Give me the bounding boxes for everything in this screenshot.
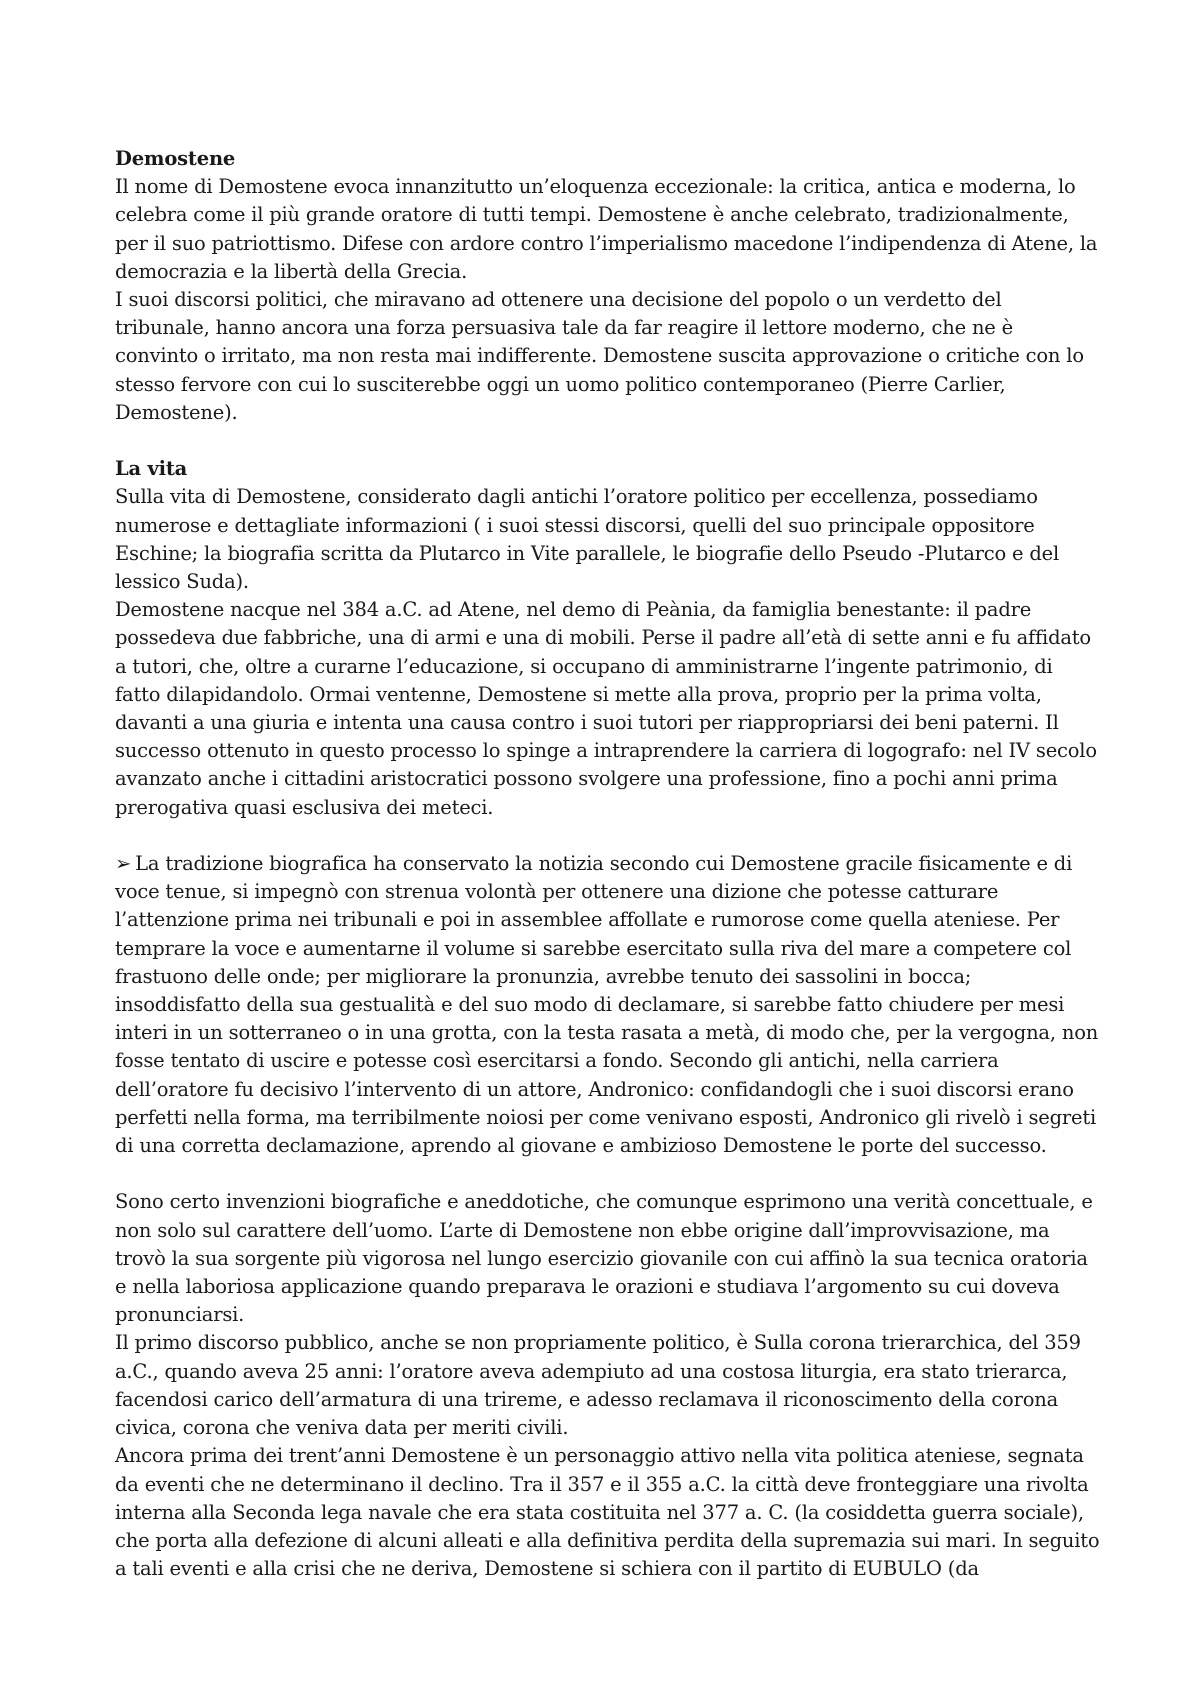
arrow-bullet-icon: ➢ [115, 852, 132, 876]
paragraph-closing-1: Sono certo invenzioni biografiche e aneddotiche, che comunque esprimono una verità concettuale, e non solo sul carattere dell’uomo. L’arte di Demostene non ebbe origine dall’improvvisazione, ma trovò la sua sorgente più vigorosa nel lungo esercizio giovanile con cui affinò la sua tecnica oratoria e nella laboriosa applicazione quando preparava le orazioni e studiava l’argomento su cui doveva pronunciarsi. [115, 1190, 1093, 1327]
spacer [115, 822, 1100, 850]
paragraph-closing-2: Il primo discorso pubblico, anche se non propriamente politico, è Sulla corona trierarchica, del 359 a.C., quando aveva 25 anni: l’oratore aveva adempiuto ad una costosa liturgia, era stato trierarca, facendosi carico dell’armatura di una trireme, e adesso reclamava il riconoscimento della corona civica, corona che veniva data per meriti civili. [115, 1331, 1081, 1440]
document-page [115, 145, 1100, 1583]
paragraph-closing-3: Ancora prima dei trent’anni Demostene è un personaggio attivo nella vita politica ateniese, segnata da eventi che ne determinano il declino. Tra il 357 e il 355 a.C. la città deve fronteggiare una rivolta interna alla Seconda lega navale che era stata costituita nel 377 a. C. (la cosiddetta guerra sociale), che porta alla defezione di alcuni alleati e alla definitiva perdita della supremazia sui mari. In seguito a tali eventi e alla crisi che ne deriva, Demostene si schiera con il partito di EUBULO (da [115, 1444, 1100, 1581]
spacer [115, 427, 1100, 455]
paragraph-intro-2: I suoi discorsi politici, che miravano ad ottenere una decisione del popolo o un verdetto del tribunale, hanno ancora una forza persuasiva tale da far reagire il lettore moderno, che ne è convinto o irritato, ma non resta mai indifferente. Demostene suscita approvazione o critiche con lo stesso fervore con cui lo susciterebbe oggi un uomo politico contemporaneo (Pierre Carlier, Demostene). [115, 288, 1084, 424]
section-heading-la-vita: La vita [115, 457, 188, 481]
paragraph-intro-1: Il nome di Demostene evoca innanzitutto un’eloquenza eccezionale: la critica, antica e moderna, lo celebra come il più grande oratore di tutti tempi. Demostene è anche celebrato, tradizionalmente, per il suo patriottismo. Difese con ardore contro l’imperialismo macedone l’indipendenza di Atene, la democrazia e la libertà della Grecia. [115, 175, 1098, 283]
bullet-paragraph [115, 850, 1100, 1160]
paragraph-vita-1: Sulla vita di Demostene, considerato dagli antichi l’oratore politico per eccellenza, possediamo numerose e dettagliate informazioni ( i suoi stessi discorsi, quelli del suo principale oppositore Eschine; la biografia scritta da Plutarco in Vite parallele, le biografie dello Pseudo -Plutarco e del lessico Suda). [115, 485, 1060, 594]
paragraph-vita-2: Demostene nacque nel 384 a.C. ad Atene, nel demo di Peània, da famiglia benestante: il padre possedeva due fabbriche, una di armi e una di mobili. Perse il padre all’età di sette anni e fu affidato a tutori, che, oltre a curarne l’educazione, si occupano di amministrarne l’ingente patrimonio, di fatto dilapidandolo. Ormai ventenne, Demostene si mette alla prova, proprio per la prima volta, davanti a una giuria e intenta una causa contro i suoi tutori per riappropriarsi dei beni paterni. Il successo ottenuto in questo processo lo spinge a intraprendere la carriera di logografo: nel IV secolo avanzato anche i cittadini aristocratici possono svolgere una professione, fino a pochi anni prima prerogativa quasi esclusiva dei meteci. [115, 598, 1097, 819]
spacer [115, 1160, 1100, 1188]
section-heading-demostene: Demostene [115, 147, 236, 170]
bullet-text: La tradizione biografica ha conservato la notizia secondo cui Demostene gracile fisicamente e di voce tenue, si impegnò con strenua volontà per ottenere una dizione che potesse catturare l’attenzione prima nei tribunali e poi in assemblee affollate e rumorose come quella ateniese. Per temprare la voce e aumentarne il volume si sarebbe esercitato sulla riva del mare a competere col frastuono delle onde; per migliorare la pronunzia, avrebbe tenuto dei sassolini in bocca; insoddisfatto della sua gestualità e del suo modo di declamare, si sarebbe fatto chiudere per mesi interi in un sotterraneo o in una grotta, con la testa rasata a metà, di modo che, per la vergogna, non fosse tentato di uscire e potesse così esercitarsi a fondo. Secondo gli antichi, nella carriera dell’oratore fu decisivo l’intervento di un attore, Andronico: confidandogli che i suoi discorsi erano perfetti nella forma, ma terribilmente noiosi per come venivano esposti, Andronico gli rivelò i segreti di una corretta declamazione, aprendo al giovane e ambizioso Demostene le porte del successo. [115, 852, 1099, 1158]
